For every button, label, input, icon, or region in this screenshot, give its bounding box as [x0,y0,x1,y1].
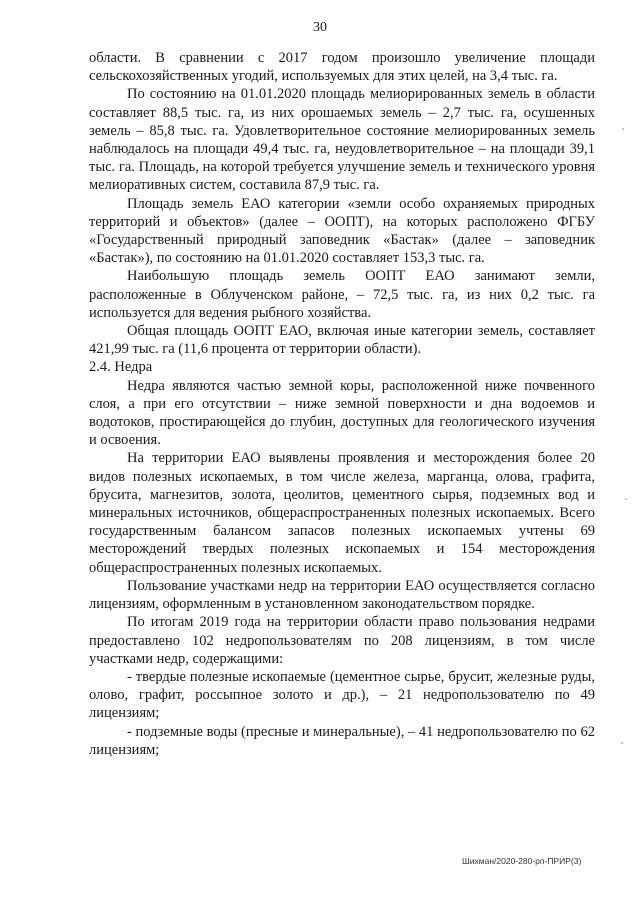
paragraph: Наибольшую площадь земель ООПТ ЕАО занимают земли, расположенные в Облученском районе, – 72,5 тыс. га, из них 0,2 тыс. га используется для ведения рыбного хозяйства. [89,268,595,321]
scan-speck [625,498,627,500]
paragraph: Площадь земель ЕАО категории «земли особо охраняемых природных территорий и объектов» (далее – ООПТ), на которых расположено ФГБУ «Государственный природный заповедник «Бастак» (далее – заповедник «Бастак»), по состоянию на 01.01.2020 составляет 153,3 тыс. га. [89,195,595,267]
paragraph: Недра являются частью земной коры, расположенной ниже почвенного слоя, а при его отсутствии – ниже земной поверхности и дна водоемов и водотоков, простирающейся до глубин, доступных для геологического изучения и освоения. [89,377,595,449]
list-item: - подземные воды (пресные и минеральные), – 41 недропользователю по 62 лицензиям; [89,723,595,758]
scan-speck [622,128,624,130]
page-number: 30 [313,20,327,35]
section-heading: 2.4. Недра [89,359,153,376]
paragraph: Общая площадь ООПТ ЕАО, включая иные категории земель, составляет 421,99 тыс. га (11,6 процента от территории области). [89,323,595,358]
document-code: Шихман/2020-280-рп-ПРИР(3) [462,856,582,866]
paragraph: На территории ЕАО выявлены проявления и месторождения более 20 видов полезных ископаемых, в том числе железа, марганца, олова, графита, брусита, магнезитов, золота, цеолитов, цементного сырья, подземных вод и минеральных источников, общераспространенных полезных ископаемых. Всего государственным балансом запасов полезных ископаемых учтены 69 месторождений твердых полезных ископаемых и 154 месторождения общераспространенных полезных ископаемых. [89,450,595,576]
paragraph: области. В сравнении с 2017 годом произошло увеличение площади сельскохозяйственных угодий, используемых для этих целей, на 3,4 тыс. га. [89,50,595,85]
scan-speck [621,742,623,744]
document-body [89,49,595,759]
list-item: - твердые полезные ископаемые (цементное сырье, брусит, железные руды, олово, графит, россыпное золото и др.), – 21 недропользователю по 49 лицензиям; [89,668,595,722]
paragraph: Пользование участками недр на территории ЕАО осуществляется согласно лицензиям, оформленным в установленном законодательством порядке. [89,577,595,613]
paragraph: По состоянию на 01.01.2020 площадь мелиорированных земель в области составляет 88,5 тыс. га, из них орошаемых земель – 2,7 тыс. га, осушенных земель – 85,8 тыс. га. Удовлетворительное состояние мелиорированных земель наблюдалось на площади 49,4 тыс. га, неудовлетворительное – на площади 39,1 тыс. га. Площадь, на которой требуется улучшение земель и технического уровня мелиоративных систем, составила 87,9 тыс. га. [89,86,595,194]
paragraph: По итогам 2019 года на территории области право пользования недрами предоставлено 102 недропользователям по 208 лицензиям, в том числе участками недр, содержащими: [89,614,595,667]
